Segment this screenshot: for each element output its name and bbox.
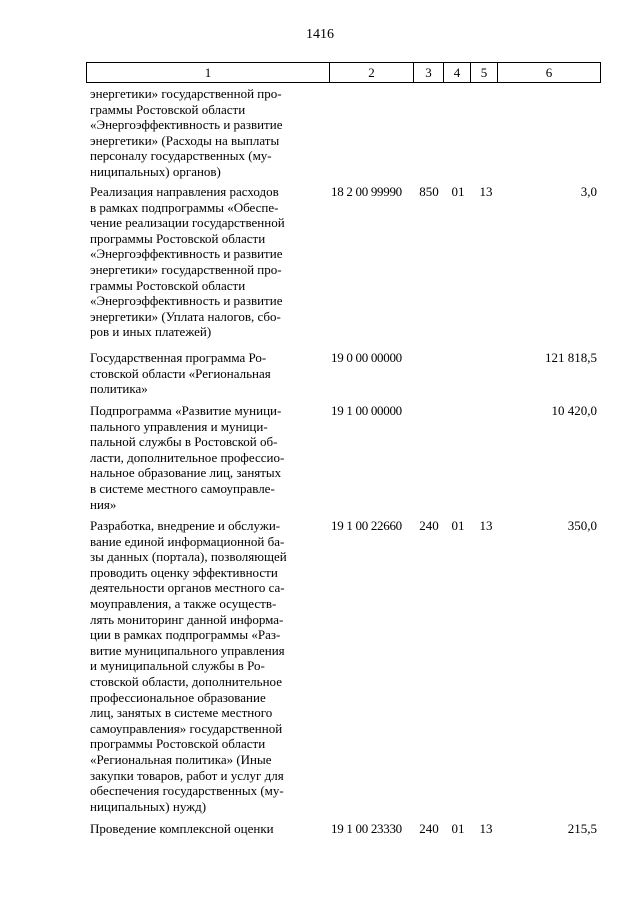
row-subsection: 13 [479,184,493,199]
header-col-1: 1 [87,63,330,82]
row-subsection: 13 [479,518,493,533]
row-description: Разработка, внедрение и обслужи- вание единой информационной ба- зы данных (портала), позволяющей проводить оценку эффективности деятельности органов местного са- моуправления, а также осуществ- лять мониторинг данной информа- ции в рамках подпрограммы «Раз- витие муниципального управления и муниципальной службы в Ро- стовской области, дополнительное профессиональное образование лиц, занятых в системе местного самоуправления» государственной программы Ростовской области «Региональная политика» (Иные закупки товаров, работ и услуг для обеспечения государственных (му- ниципальных) нужд) [90,518,287,814]
table-header [86,62,601,83]
row-section: 01 [451,821,465,836]
header-col-3: 3 [414,63,444,82]
row-code: 19 0 00 00000 [331,350,402,365]
row-amount: 10 420,0 [551,403,597,418]
row-amount: 3,0 [580,184,597,199]
row-expense-type: 240 [419,518,439,533]
row-amount: 215,5 [567,821,597,836]
row-code: 19 1 00 22660 [331,518,402,533]
row-amount: 121 818,5 [545,350,597,365]
row-section: 01 [451,518,465,533]
header-col-5: 5 [471,63,498,82]
row-description: Государственная программа Ро- стовской области «Региональная политика» [90,350,271,397]
row-description: Реализация направления расходов в рамках подпрограммы «Обеспе- чение реализации государственной программы Ростовской области «Энергоэффективность и развитие энергетики» государственной про- граммы Ростовской области «Энергоэффективность и развитие энергетики» (Уплата налогов, сбо- ров и иных платежей) [90,184,285,340]
row-code: 19 1 00 00000 [331,403,402,418]
row-description: Подпрограмма «Развитие муници- пального управления и муници- пальной службы в Ростовской об- ласти, дополнительное профессио- нальное образование лиц, занятых в системе местного самоуправле- ния» [90,403,285,512]
row-code: 18 2 00 99990 [331,184,402,199]
row-amount: 350,0 [567,518,597,533]
row-description: энергетики» государственной про- граммы Ростовской области «Энергоэффективность и развитие энергетики» (Расходы на выплаты персоналу государственных (му- ниципальных) органов) [90,86,283,179]
row-section: 01 [451,184,465,199]
row-description: Проведение комплексной оценки [90,821,274,836]
header-col-6: 6 [545,65,553,80]
row-expense-type: 240 [419,821,439,836]
row-subsection: 13 [479,821,493,836]
row-expense-type: 850 [419,184,439,199]
page-number: 1416 [306,27,334,42]
row-code: 19 1 00 23330 [331,821,402,836]
header-col-2: 2 [330,63,414,82]
header-col-4: 4 [444,63,471,82]
